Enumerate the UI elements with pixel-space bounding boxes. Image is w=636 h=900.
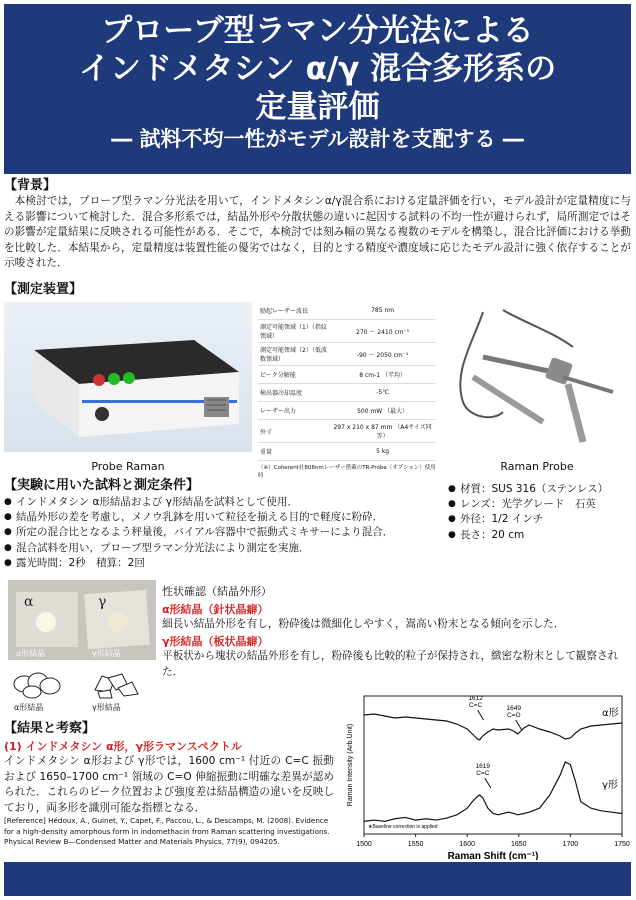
title-line-2: インドメタシン α/γ 混合多形系の <box>78 51 557 87</box>
spec-key: 外寸 <box>258 420 329 443</box>
probe-raman-caption: Probe Raman <box>91 460 165 473</box>
list-item: ● 露光時間：2秒 積算：2回 <box>4 556 444 571</box>
title-banner <box>4 4 631 174</box>
raman-spectrum-chart <box>342 690 632 860</box>
list-item: ● 所定の混合比となるよう秤量後，バイアル容器中で振動式ミキサーにより混合． <box>4 525 444 540</box>
spec-value: 5 kg <box>329 443 436 461</box>
spec-row <box>258 443 436 461</box>
raman-probe-image <box>443 302 631 452</box>
spec-value: -5℃ <box>329 384 436 402</box>
spec-row <box>258 366 436 384</box>
results-text: インドメタシン α形および γ形では，1600 cm⁻¹ 付近の C=C 振動および 1650–1700 cm⁻¹ 領域の C=O 伸縮振動に明確な差異が認められた．これらのピーク位置および強度差は結晶構造の違いを反映しており，両多形を識別可能な指標となる． <box>4 755 334 814</box>
spec-value: 270 ～ 2410 cm⁻¹ <box>329 320 436 343</box>
spec-value: 8 cm-1 （半均） <box>329 366 436 384</box>
results-heading: 【結果と考察】 <box>4 721 96 736</box>
list-item: ● インドメタシン α形結晶および γ形結晶を試料として使用． <box>4 495 444 510</box>
annotation-label: C=C <box>476 770 490 777</box>
svg-text:α: α <box>24 594 34 610</box>
spec-value: 785 nm <box>329 302 436 320</box>
spec-key: ピーク分解能 <box>258 366 329 384</box>
footer-bar <box>4 862 631 896</box>
annotation-label: 1619 <box>475 763 491 770</box>
x-axis-label: Raman Shift (cm⁻¹) <box>447 851 539 860</box>
spec-value: -90 ～ 2050 cm⁻¹ <box>329 343 436 366</box>
annotation-label: 1649 <box>506 705 522 712</box>
alpha-label: α形結晶（針状晶癖） <box>162 603 269 616</box>
gamma-text: 平板状から塊状の結晶外形を有し，粉砕後も比較的粒子が保持され，緻密な粉末として観察された． <box>162 650 619 678</box>
annotation-label: 1612 <box>468 695 483 702</box>
svg-text:γ: γ <box>98 594 107 610</box>
x-tick-label: 1600 <box>459 841 475 848</box>
list-item: ● 混合試料を用い，プローブ型ラマン分光法により測定を実施． <box>4 541 444 556</box>
x-tick-label: 1750 <box>614 841 630 848</box>
y-axis-label: Raman Intensity (Arb.Unit) <box>347 723 354 807</box>
apparatus-heading: 【測定装置】 <box>4 282 83 297</box>
spec-value: 500 mW （最大） <box>329 402 436 420</box>
photo-label-gamma: γ形結晶 <box>92 649 121 658</box>
spec-key: レーザー出力 <box>258 402 329 420</box>
probe-raman-image <box>4 302 252 452</box>
baseline-note: ★Baseline correction is applied <box>368 824 438 830</box>
background-text: 本検討では，プローブ型ラマン分光法を用いて，インドメタシンα/γ混合系における定量評価を行い，モデル設計が定量精度に与える影響について検討した．混合多形系では，結晶外形や分散状態の違いに起因する試料の不均一性が避けられず，局所測定ではその影響が定量結果に反映される可能性がある．そこで，本検討では刻み幅の異なる複数のモデルを構築し，混合比評価における挙動を比較した．本結果から，定量精度は装置性能の優劣ではなく，目的とする精度や濃度域に応じたモデル設計に強く依存することが示唆された． <box>4 195 631 269</box>
reference: [Reference] Hédoux, A., Guinet, Y., Capet, F., Paccou, L., & Descamps, M. (2008). Evidence for a high-density amorphous form in indomethacin from Raman scattering investigations. Physical Review B—Condensed Matter and Materials Physics, 77(9), 094205. <box>4 816 330 846</box>
title-line-3: 定量評価 <box>255 89 380 125</box>
crystal-sketch <box>10 668 150 700</box>
spec-value: 297 x 210 x 87 mm （A4サイズ同等） <box>329 420 436 443</box>
spec-row <box>258 302 436 320</box>
conditions-heading: 【実験に用いた試料と測定条件】 <box>4 478 200 493</box>
annotation-label: C=C <box>468 702 483 709</box>
photo-label-alpha: α形結晶 <box>16 649 46 658</box>
list-item: ● 材質：SUS 316（ステンレス） <box>448 482 631 497</box>
x-tick-label: 1700 <box>562 841 579 848</box>
list-item: ● 長さ：20 cm <box>448 528 631 543</box>
spec-row <box>258 420 436 443</box>
morphology-heading: 性状確認（結晶外形） <box>162 585 272 598</box>
spec-key: 重量 <box>258 443 329 461</box>
alpha-text: 細長い結晶外形を有し，粉砕後は微細化しやすく，嵩高い粉末となる傾向を示した． <box>162 618 565 630</box>
spec-note: （※）Coherent社808nmレーザー搭載のTR-Probe（オプション）使用時 <box>258 465 436 479</box>
spec-key: 測定可能領域（2）（低波数領域） <box>258 343 329 366</box>
title-line-1: プローブ型ラマン分光法による <box>101 13 534 49</box>
spec-key: 測定可能領域（1）（指紋領域） <box>258 320 329 343</box>
gamma-label: γ形結晶（板状晶癖） <box>162 635 269 648</box>
background-heading: 【背景】 <box>4 178 57 193</box>
spec-row <box>258 320 436 343</box>
sketch-label-gamma: γ形結晶 <box>92 703 121 712</box>
legend-alpha: α形 <box>602 708 619 719</box>
x-tick-label: 1550 <box>407 841 424 848</box>
annotation-label: C=O <box>506 712 521 719</box>
x-tick-label: 1500 <box>356 841 372 848</box>
conditions-list <box>4 495 444 571</box>
sketch-label-alpha: α形結晶 <box>14 703 44 712</box>
probe-spec-list <box>448 482 631 543</box>
list-item: ● 結晶外形の差を考慮し，メノウ乳鉢を用いて粒径を揃える目的で軽度に粉砕． <box>4 510 444 525</box>
x-tick-label: 1650 <box>511 841 527 848</box>
spec-row <box>258 384 436 402</box>
spec-row <box>258 402 436 420</box>
legend-gamma: γ形 <box>602 780 618 791</box>
list-item: ● 外径：1/2 インチ <box>448 512 631 527</box>
spec-key: 検出器冷却温度 <box>258 384 329 402</box>
results-subheading: (1) インドメタシン α形，γ形ラマンスペクトル <box>4 740 242 753</box>
list-item: ● レンズ：光学グレード 石英 <box>448 497 631 512</box>
raman-probe-caption: Raman Probe <box>500 460 574 473</box>
spec-table <box>258 302 436 480</box>
spec-key: 励起レーザー波長 <box>258 302 329 320</box>
subtitle: ― 試料不均一性がモデル設計を支配する ― <box>111 127 524 151</box>
spec-row <box>258 343 436 366</box>
